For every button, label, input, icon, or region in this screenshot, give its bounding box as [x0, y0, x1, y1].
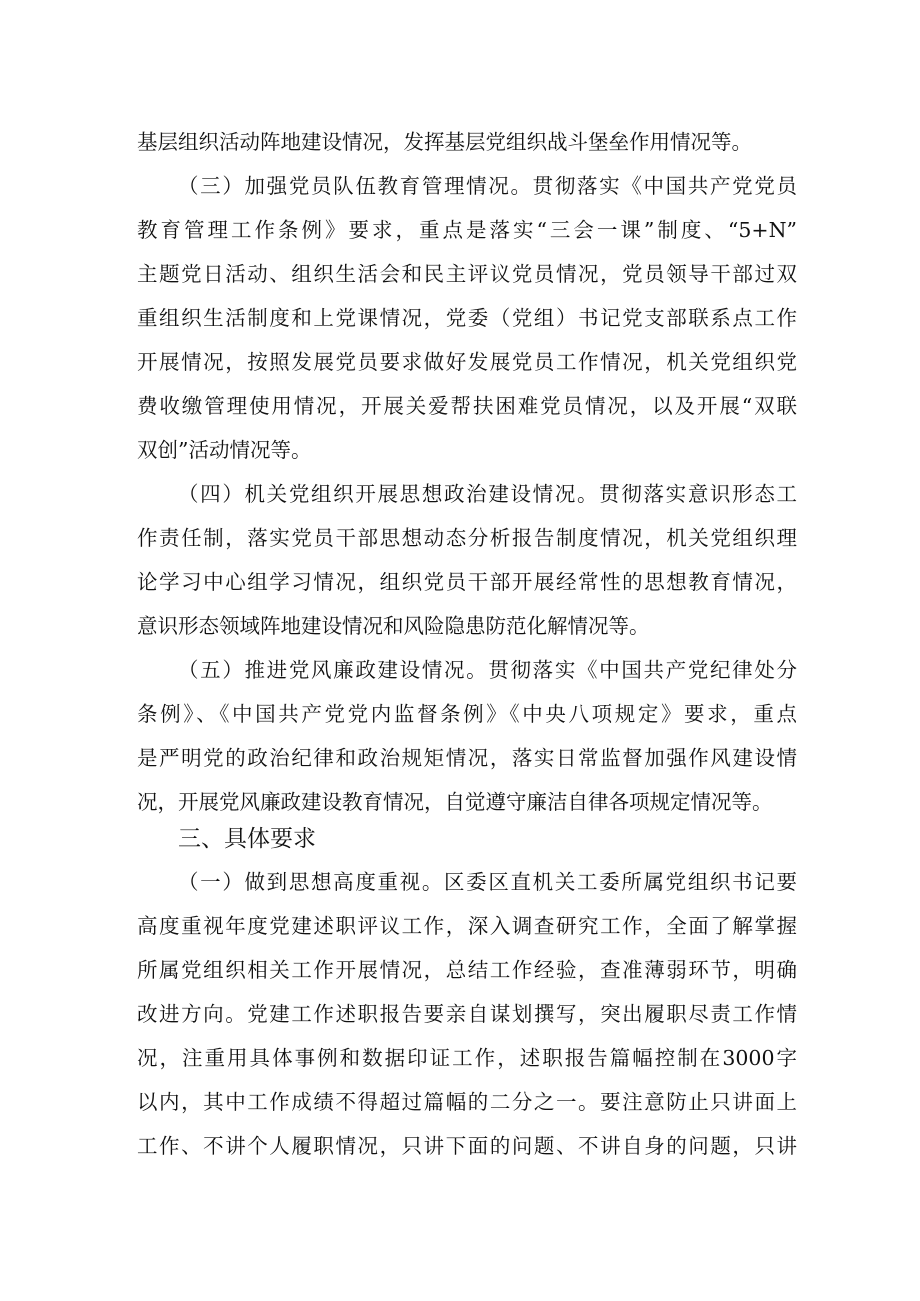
text-line: 重组织生活制度和上党课情况，党委（党组）书记党支部联系点工作: [137, 306, 797, 330]
text-line: 况，开展党风廉政建设教育情况，自觉遵守廉洁自律各项规定情况等。: [137, 790, 773, 814]
text-line: 主题党日活动、组织生活会和民主评议党员情况，党员领导干部过双: [137, 262, 797, 286]
text-line: （一）做到思想高度重视。区委区直机关工委所属党组织书记要: [178, 870, 797, 894]
text-line: （五）推进党风廉政建设情况。贯彻落实《中国共产党纪律处分: [178, 658, 797, 682]
text-line: 作责任制，落实党员干部思想动态分析报告制度情况，机关党组织理: [137, 526, 797, 550]
text-line: 改进方向。党建工作述职报告要亲自谋划撰写，突出履职尽责工作情: [137, 1002, 797, 1026]
text-line: 况，注重用具体事例和数据印证工作，述职报告篇幅控制在3000字: [137, 1046, 797, 1070]
text-line: 双创”活动情况等。: [137, 438, 312, 462]
text-line: 开展情况，按照发展党员要求做好发展党员工作情况，机关党组织党: [137, 350, 797, 374]
text-line: 意识形态领域阵地建设情况和风险隐患防范化解情况等。: [137, 614, 650, 638]
text-line: 费收缴管理使用情况，开展关爱帮扶困难党员情况，以及开展“双联: [137, 394, 797, 418]
text-line: （四）机关党组织开展思想政治建设情况。贯彻落实意识形态工: [178, 482, 797, 506]
text-line: 条例》、《中国共产党党内监督条例》《中央八项规定》要求，重点: [137, 702, 797, 726]
text-line: （三）加强党员队伍教育管理情况。贯彻落实《中国共产党党员: [178, 174, 797, 198]
section-heading: 三、具体要求: [178, 826, 316, 852]
text-line: 工作、不讲个人履职情况，只讲下面的问题、不讲自身的问题，只讲: [137, 1134, 797, 1158]
text-line: 高度重视年度党建述职评议工作，深入调查研究工作，全面了解掌握: [137, 914, 797, 938]
text-line: 论学习中心组学习情况，组织党员干部开展经常性的思想教育情况，: [137, 570, 797, 594]
text-line: 教育管理工作条例》要求，重点是落实“三会一课”制度、“5+N”: [137, 218, 797, 242]
text-line: 所属党组织相关工作开展情况，总结工作经验，查准薄弱环节，明确: [137, 958, 797, 982]
text-line: 基层组织活动阵地建设情况，发挥基层党组织战斗堡垒作用情况等。: [137, 130, 752, 154]
text-line: 是严明党的政治纪律和政治规矩情况，落实日常监督加强作风建设情: [137, 746, 797, 770]
text-line: 以内，其中工作成绩不得超过篇幅的二分之一。要注意防止只讲面上: [137, 1090, 797, 1114]
